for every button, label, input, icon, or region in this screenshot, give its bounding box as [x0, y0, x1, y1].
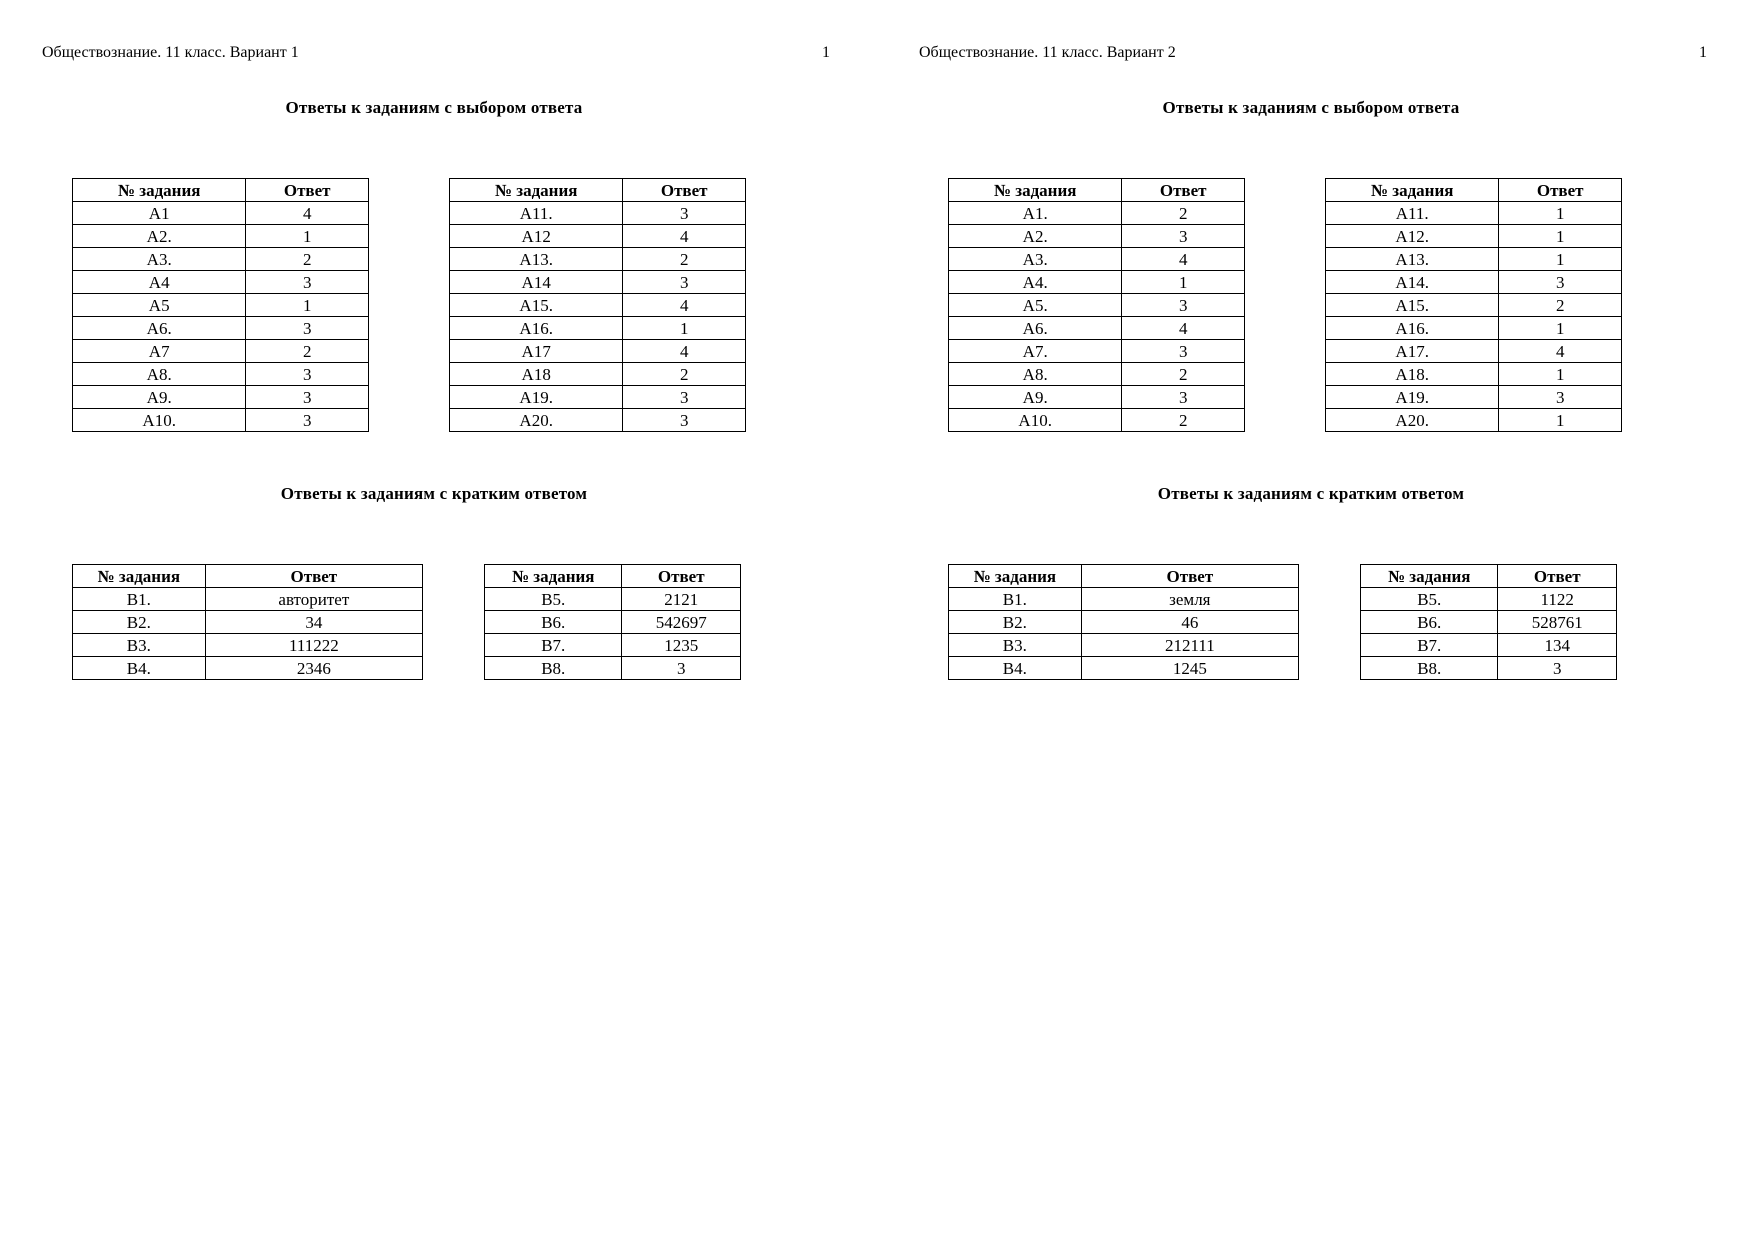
col-task-header: № задания	[73, 179, 246, 202]
table-row	[1361, 611, 1617, 634]
task-cell: A10.	[949, 409, 1122, 432]
answer-cell: земля	[1081, 588, 1298, 611]
answer-cell: 3	[1122, 340, 1245, 363]
task-cell: A4	[73, 271, 246, 294]
col-task-header: № задания	[949, 179, 1122, 202]
choice-table-right	[1325, 178, 1622, 432]
table-row	[73, 317, 369, 340]
task-cell: A1	[73, 202, 246, 225]
table-row	[1361, 588, 1617, 611]
answer-cell: 1	[1499, 248, 1622, 271]
table-row	[949, 340, 1245, 363]
table-row	[73, 657, 423, 680]
table-row	[1326, 294, 1622, 317]
answer-cell: 3	[246, 271, 369, 294]
answer-cell: 1	[1499, 317, 1622, 340]
answer-cell: 3	[623, 409, 746, 432]
answer-cell: 2	[1122, 363, 1245, 386]
answer-cell: 542697	[622, 611, 741, 634]
answer-cell: 3	[246, 386, 369, 409]
task-cell: B4.	[73, 657, 206, 680]
answer-cell: 3	[1498, 657, 1617, 680]
table-row	[949, 657, 1299, 680]
task-cell: A16.	[1326, 317, 1499, 340]
task-cell: A8.	[73, 363, 246, 386]
table-row	[450, 317, 746, 340]
answer-cell: 1	[1499, 202, 1622, 225]
table-row	[949, 363, 1245, 386]
task-cell: A20.	[450, 409, 623, 432]
page-number: 1	[1699, 44, 1707, 61]
table-row	[949, 386, 1245, 409]
answer-cell: 3	[246, 409, 369, 432]
task-cell: A9.	[949, 386, 1122, 409]
task-cell: B6.	[1361, 611, 1498, 634]
table-row	[1326, 271, 1622, 294]
header-title: Обществознание. 11 класс. Вариант 1	[42, 44, 299, 61]
col-task-header: № задания	[949, 565, 1082, 588]
task-cell: A4.	[949, 271, 1122, 294]
short-section-title: Ответы к заданиям с кратким ответом	[280, 484, 588, 503]
task-cell: B7.	[1361, 634, 1498, 657]
task-cell: B1.	[949, 588, 1082, 611]
task-cell: A8.	[949, 363, 1122, 386]
table-row	[949, 588, 1299, 611]
task-cell: A15.	[1326, 294, 1499, 317]
table-row	[73, 611, 423, 634]
answer-cell: 2	[1499, 294, 1622, 317]
task-cell: B1.	[73, 588, 206, 611]
answer-cell: 2	[246, 248, 369, 271]
task-cell: A13.	[450, 248, 623, 271]
answer-cell: 34	[205, 611, 422, 634]
answer-cell: 3	[1122, 225, 1245, 248]
task-cell: A9.	[73, 386, 246, 409]
answer-cell: 4	[246, 202, 369, 225]
answer-cell: 1	[246, 225, 369, 248]
col-task-header: № задания	[73, 565, 206, 588]
col-answer-header: Ответ	[1122, 179, 1245, 202]
answer-cell: 3	[246, 317, 369, 340]
table-row	[73, 248, 369, 271]
table-row	[485, 634, 741, 657]
task-cell: A14	[450, 271, 623, 294]
task-cell: B8.	[485, 657, 622, 680]
answer-cell: 2	[1122, 409, 1245, 432]
table-row	[450, 202, 746, 225]
table-row	[949, 271, 1245, 294]
col-task-header: № задания	[485, 565, 622, 588]
answer-cell: 2	[246, 340, 369, 363]
task-cell: B6.	[485, 611, 622, 634]
task-cell: A16.	[450, 317, 623, 340]
answer-cell: 4	[1122, 248, 1245, 271]
task-cell: B7.	[485, 634, 622, 657]
table-row	[73, 271, 369, 294]
task-cell: A12	[450, 225, 623, 248]
table-row	[450, 386, 746, 409]
table-row	[450, 271, 746, 294]
col-answer-header: Ответ	[246, 179, 369, 202]
task-cell: A5.	[949, 294, 1122, 317]
task-cell: A10.	[73, 409, 246, 432]
choice-table-left	[72, 178, 369, 432]
table-row	[73, 588, 423, 611]
table-row	[450, 294, 746, 317]
answer-cell: 111222	[205, 634, 422, 657]
col-answer-header: Ответ	[623, 179, 746, 202]
task-cell: A6.	[949, 317, 1122, 340]
task-cell: A2.	[949, 225, 1122, 248]
task-cell: A12.	[1326, 225, 1499, 248]
task-cell: A7.	[949, 340, 1122, 363]
choice-section-title: Ответы к заданиям с выбором ответа	[285, 98, 583, 117]
answer-cell: 1	[1499, 225, 1622, 248]
answer-cell: 2	[623, 363, 746, 386]
table-row	[73, 386, 369, 409]
table-row	[73, 202, 369, 225]
task-cell: A6.	[73, 317, 246, 340]
answer-cell: 528761	[1498, 611, 1617, 634]
task-cell: A3.	[949, 248, 1122, 271]
answer-cell: 3	[1499, 386, 1622, 409]
table-row	[1361, 657, 1617, 680]
table-row	[450, 363, 746, 386]
task-cell: A20.	[1326, 409, 1499, 432]
answer-cell: 3	[1122, 386, 1245, 409]
task-cell: A11.	[450, 202, 623, 225]
col-answer-header: Ответ	[1499, 179, 1622, 202]
table-row	[450, 248, 746, 271]
answer-cell: 4	[623, 294, 746, 317]
answer-cell: 3	[1499, 271, 1622, 294]
task-cell: A18.	[1326, 363, 1499, 386]
task-cell: B2.	[73, 611, 206, 634]
answer-cell: 1122	[1498, 588, 1617, 611]
task-cell: B5.	[1361, 588, 1498, 611]
table-row	[450, 340, 746, 363]
table-row	[949, 634, 1299, 657]
short-table-right	[484, 564, 741, 680]
task-cell: A14.	[1326, 271, 1499, 294]
table-row	[949, 294, 1245, 317]
answer-cell: 3	[623, 271, 746, 294]
table-row	[73, 294, 369, 317]
short-table-right	[1360, 564, 1617, 680]
task-cell: A3.	[73, 248, 246, 271]
col-task-header: № задания	[1326, 179, 1499, 202]
table-row	[1326, 340, 1622, 363]
header-title: Обществознание. 11 класс. Вариант 2	[919, 44, 1176, 61]
page-variant-2	[877, 0, 1754, 1239]
table-row	[1326, 225, 1622, 248]
task-cell: B2.	[949, 611, 1082, 634]
task-cell: A18	[450, 363, 623, 386]
table-row	[949, 248, 1245, 271]
task-cell: A17	[450, 340, 623, 363]
task-cell: B3.	[73, 634, 206, 657]
answer-cell: 3	[246, 363, 369, 386]
answer-cell: 3	[622, 657, 741, 680]
answer-cell: 2	[623, 248, 746, 271]
choice-table-left	[948, 178, 1245, 432]
table-row	[73, 409, 369, 432]
choice-table-right	[449, 178, 746, 432]
task-cell: B5.	[485, 588, 622, 611]
task-cell: A5	[73, 294, 246, 317]
table-row	[73, 363, 369, 386]
answer-cell: авторитет	[205, 588, 422, 611]
table-row	[450, 409, 746, 432]
answer-cell: 2346	[205, 657, 422, 680]
answer-cell: 2121	[622, 588, 741, 611]
table-row	[1326, 386, 1622, 409]
table-row	[1326, 363, 1622, 386]
answer-cell: 4	[1122, 317, 1245, 340]
answer-cell: 4	[623, 340, 746, 363]
answer-cell: 46	[1081, 611, 1298, 634]
table-row	[73, 340, 369, 363]
table-row	[73, 225, 369, 248]
answer-cell: 1	[623, 317, 746, 340]
task-cell: A1.	[949, 202, 1122, 225]
short-table-left	[72, 564, 423, 680]
task-cell: A11.	[1326, 202, 1499, 225]
table-row	[949, 202, 1245, 225]
short-table-left	[948, 564, 1299, 680]
task-cell: A2.	[73, 225, 246, 248]
table-row	[1326, 202, 1622, 225]
table-row	[1361, 634, 1617, 657]
table-row	[949, 611, 1299, 634]
short-section-title: Ответы к заданиям с кратким ответом	[1157, 484, 1465, 503]
table-row	[1326, 409, 1622, 432]
task-cell: A19.	[450, 386, 623, 409]
col-answer-header: Ответ	[622, 565, 741, 588]
table-row	[949, 409, 1245, 432]
table-row	[949, 317, 1245, 340]
table-row	[485, 657, 741, 680]
task-cell: A7	[73, 340, 246, 363]
table-row	[450, 225, 746, 248]
answer-cell: 3	[1122, 294, 1245, 317]
answer-cell: 1	[1499, 409, 1622, 432]
task-cell: A13.	[1326, 248, 1499, 271]
col-answer-header: Ответ	[1498, 565, 1617, 588]
task-cell: A17.	[1326, 340, 1499, 363]
answer-cell: 1235	[622, 634, 741, 657]
answer-cell: 4	[1499, 340, 1622, 363]
answer-cell: 3	[623, 386, 746, 409]
task-cell: B4.	[949, 657, 1082, 680]
col-answer-header: Ответ	[1081, 565, 1298, 588]
answer-cell: 134	[1498, 634, 1617, 657]
table-row	[485, 611, 741, 634]
answer-cell: 2	[1122, 202, 1245, 225]
answer-cell: 1	[1122, 271, 1245, 294]
col-task-header: № задания	[1361, 565, 1498, 588]
col-answer-header: Ответ	[205, 565, 422, 588]
table-row	[1326, 317, 1622, 340]
answer-cell: 3	[623, 202, 746, 225]
answer-cell: 1	[246, 294, 369, 317]
table-row	[485, 588, 741, 611]
col-task-header: № задания	[450, 179, 623, 202]
table-row	[73, 634, 423, 657]
task-cell: A15.	[450, 294, 623, 317]
answer-cell: 1245	[1081, 657, 1298, 680]
task-cell: A19.	[1326, 386, 1499, 409]
table-row	[1326, 248, 1622, 271]
task-cell: B3.	[949, 634, 1082, 657]
answer-cell: 1	[1499, 363, 1622, 386]
task-cell: B8.	[1361, 657, 1498, 680]
answer-cell: 212111	[1081, 634, 1298, 657]
choice-section-title: Ответы к заданиям с выбором ответа	[1162, 98, 1460, 117]
table-row	[949, 225, 1245, 248]
answer-cell: 4	[623, 225, 746, 248]
page-number: 1	[822, 44, 830, 61]
